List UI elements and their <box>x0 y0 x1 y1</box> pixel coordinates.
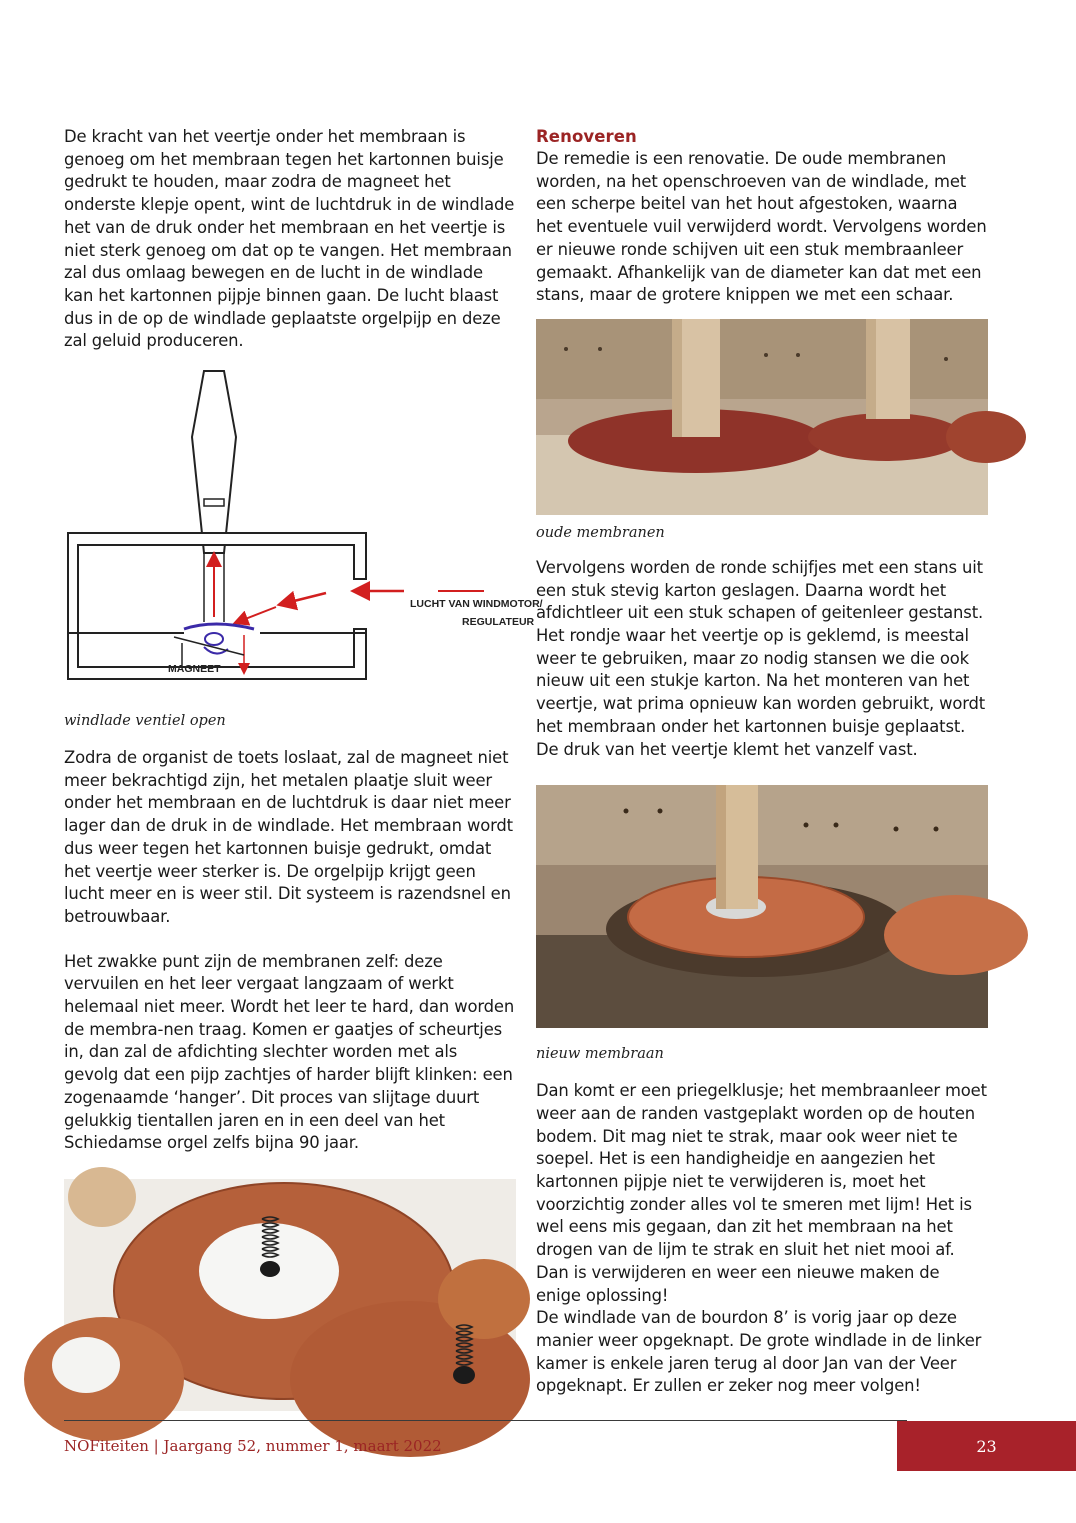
paragraph: Vervolgens worden de ronde schijfjes met een stans uit een stuk stevig karton geslagen. Daarna wordt het afdichtleer uit een stuk schapen of geitenleer gestanst. Het rondje waar het veertje op is geklemd, is meestal weer te gebruiken, maar zo nodig stansen we die ook nieuw uit een stukje karton. Na het monteren van het veertje, wat prima opnieuw kan worden gebruikt, wordt het membraan onder het kartonnen buisje geplaatst. De druk van het veertje klemt het vanzelf vast. <box>536 557 986 759</box>
photo-caption: oude membranen <box>536 524 665 541</box>
paragraph: De remedie is een renovatie. De oude membranen worden, na het openschroeven van de windlade, met een scherpe beitel van het hout afgestoken, waarna het eventuele vuil verwijderd wordt. Vervolgens worden er nieuwe ronde schijven uit een stuk membraanleer gemaakt. Afhankelijk van de diameter kan dat met een stans, maar de grotere knippen we met een schaar. <box>536 149 987 305</box>
paragraph: Dan komt er een priegelklusje; het membraanleer moet weer aan de randen vastgeplakt worden op de houten bodem. Dit mag niet te strak, maar ook weer niet te soepel. Het is een handigheidje en aangezien het kartonnen pijpje niet te verwijderen is, moet het voorzichtig zonder alles vol te smeren met lijm! Het is wel eens mis gegaan, dan zit het membraan na het drogen van de lijm te strak en sluit het niet mooi af. Dan is verwijderen en weer een nieuwe maken de enige oplossing! <box>536 1081 987 1305</box>
diagram-caption: windlade ventiel open <box>64 713 226 730</box>
new-membrane-photo <box>536 785 988 1028</box>
windlade-diagram <box>64 367 543 707</box>
paragraph: De windlade van de bourdon 8’ is vorig jaar op deze manier weer opgeknapt. De grote windlade in de linker kamer is enkele jaren terug al door Jan van der Veer opgeknapt. Er zullen er zeker nog meer volgen! <box>536 1308 982 1396</box>
new-membrane-drawing <box>536 785 988 1028</box>
membrane-springs-photo <box>64 1179 516 1411</box>
old-membranes-photo <box>536 319 988 515</box>
diagram-label-regulateur: REGULATEUR <box>462 616 535 629</box>
old-membranes-drawing <box>536 319 988 515</box>
section-heading: Renoveren <box>536 127 637 146</box>
footer-divider <box>64 1420 907 1421</box>
paragraph: Zodra de organist de toets loslaat, zal de magneet niet meer bekrachtigd zijn, het metalen plaatje sluit weer onder het membraan en de luchtdruk is daar niet meer lager dan de druk in de windlade. Het membraan wordt dus weer tegen het kartonnen buisje gedrukt, omdat het veertje weer sterker is. De orgelpijp krijgt geen lucht meer en is weer stil. Dit systeem is razendsnel en betrouwbaar. <box>64 748 513 926</box>
diagram-label-air: LUCHT VAN WINDMOTOR/ <box>410 598 543 611</box>
page-number: 23 <box>897 1421 1076 1471</box>
paragraph: De kracht van het veertje onder het membraan is genoeg om het membraan tegen het kartonnen buisje gedrukt te houden, maar zodra de magneet het onderste klepje opent, wint de luchtdruk in de windlade het van de druk onder het membraan en het veertje is niet sterk genoeg om dat op te vangen. Het membraan zal dus omlaag bewegen en de lucht in de windlade kan het kartonnen pijpje binnen gaan. De lucht blaast dus in de op de windlade geplaatste orgelpijp en deze zal geluid produceren. <box>64 127 515 351</box>
windlade-diagram-drawing <box>64 367 543 707</box>
left-column <box>64 126 543 1411</box>
diagram-label-magnet: MAGNEET <box>168 663 221 676</box>
photo-caption: nieuw membraan <box>536 1046 664 1063</box>
footer-publication: NOFiteiten | Jaargang 52, nummer 1, maart 2022 <box>64 1437 442 1455</box>
right-column <box>536 126 988 1398</box>
paragraph: Het zwakke punt zijn de membranen zelf: deze vervuilen en het leer vergaat langzaam of werkt helemaal niet meer. Wordt het leer te hard, dan worden de membra-nen traag. Komen er gaatjes of scheurtjes in, dan zal de afdichting slechter worden met als gevolg dat een pijp zachtjes of harder blijft klinken: een zogenaamde ‘hanger’. Dit proces van slijtage duurt gelukkig tientallen jaren en in een deel van het Schiedamse orgel zelfs bijna 90 jaar. <box>64 951 515 1153</box>
membrane-springs-drawing <box>64 1179 516 1411</box>
